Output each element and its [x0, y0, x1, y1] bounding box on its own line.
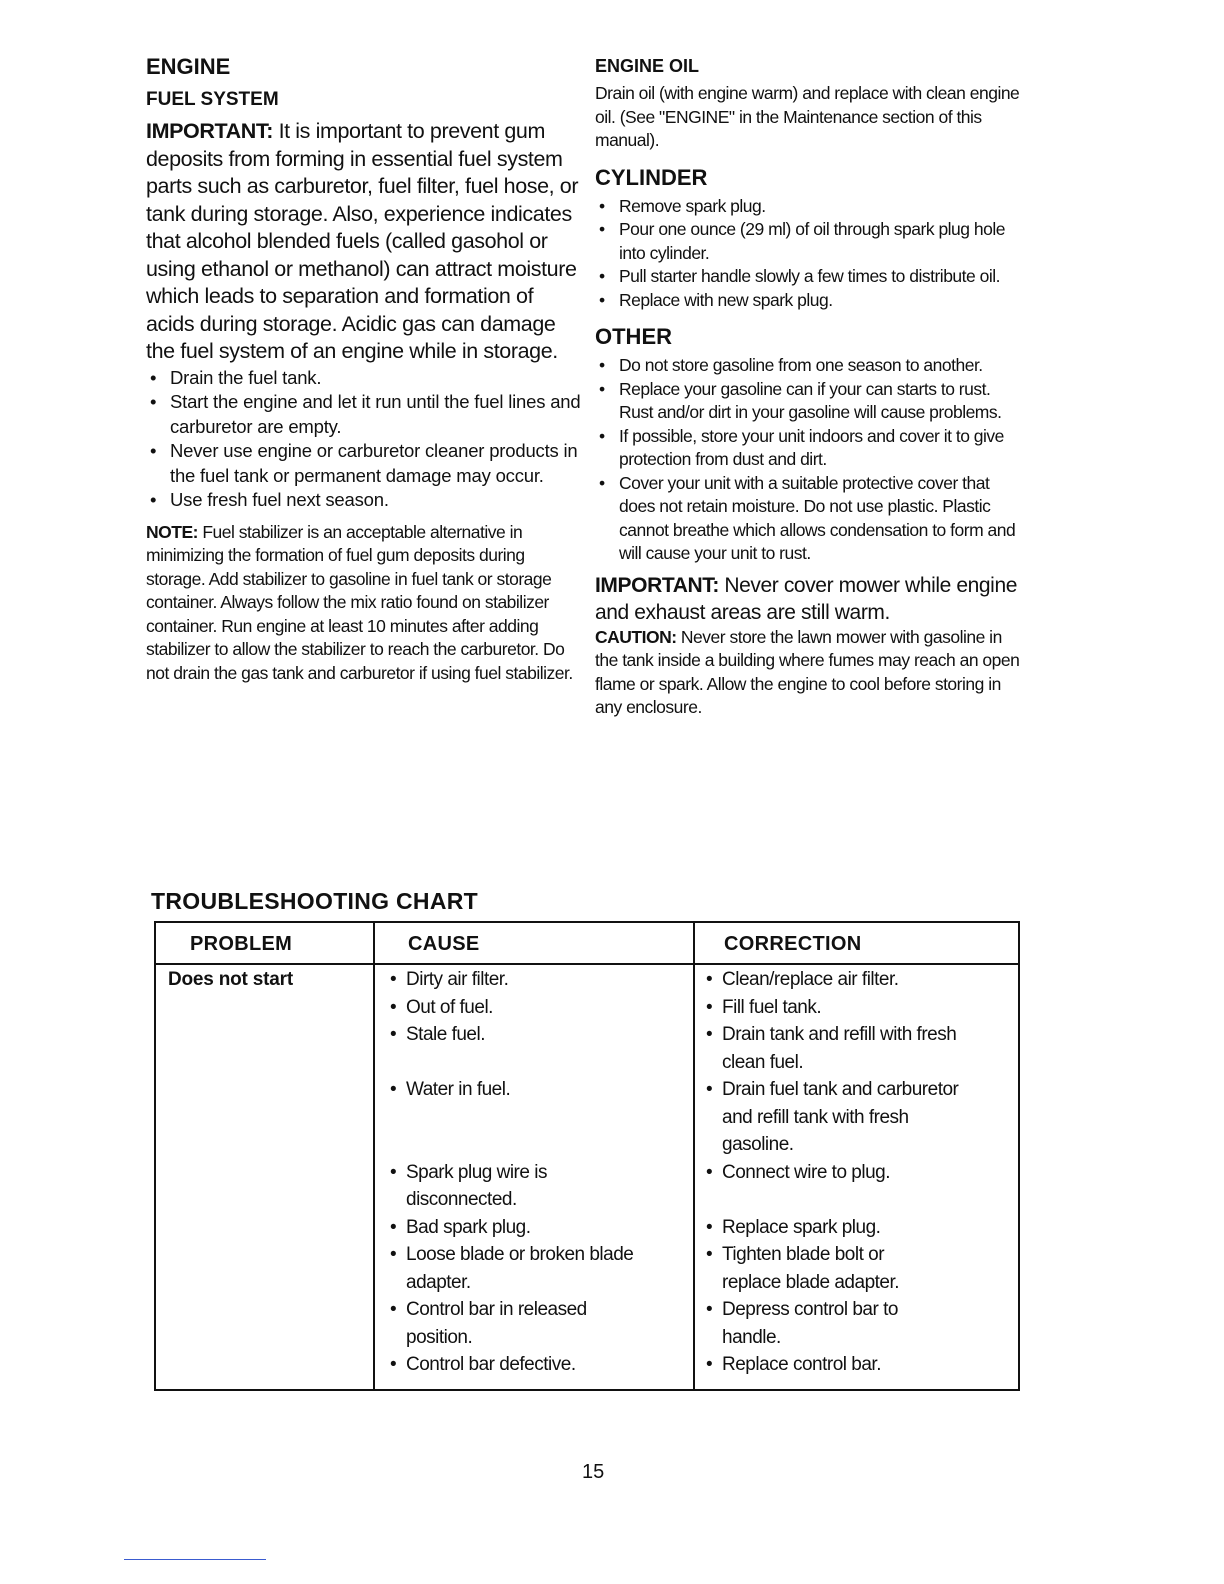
list-item: • Replace control bar.: [706, 1351, 1006, 1379]
list-item: • Do not store gasoline from one season to another.: [595, 354, 1025, 378]
important-text: It is important to prevent gum deposits from forming in essential fuel system parts such as carburetor, fuel filter, fuel hose, or tank during storage. Also, experience indicates that alcohol blended fuels (called gasohol or using ethanol or methanol) can attract moisture which leads to separation and formation of acids during storage. Acidic gas can damage the fuel system of an engine while in storage.: [146, 119, 579, 363]
list-item: • Drain tank and refill with fresh clean fuel.: [706, 1021, 957, 1076]
storage-important-paragraph: [595, 572, 1025, 626]
cylinder-heading: CYLINDER: [595, 164, 708, 190]
list-item: • Connect wire to plug.: [706, 1159, 1006, 1187]
list-item: • Water in fuel.: [390, 1076, 686, 1104]
other-bullet-list: [595, 354, 1025, 566]
header-problem: PROBLEM: [190, 933, 293, 955]
list-item: • Depress control bar to handle.: [706, 1296, 942, 1351]
list-item: • Bad spark plug.: [390, 1214, 686, 1242]
list-item: • Control bar defective.: [390, 1351, 686, 1379]
fuel-system-heading: FUEL SYSTEM: [146, 89, 279, 110]
list-item: • Remove spark plug.: [595, 195, 1025, 219]
note-text: Fuel stabilizer is an acceptable alternative in minimizing the formation of fuel gum deposits during storage. Add stabilizer to gasoline in fuel tank or storage container. Always follow the mix ratio found on stabilizer container. Run engine at least 10 minutes after adding stabilizer to allow the stabilizer to reach the carburetor. Do not drain the gas tank and carburetor if using fuel stabilizer.: [146, 521, 573, 683]
column-divider: [693, 923, 695, 1389]
list-item: • Use fresh fuel next season.: [146, 488, 582, 513]
header-cause: CAUSE: [408, 933, 480, 955]
important-label: IMPORTANT:: [146, 119, 273, 143]
fuel-bullet-list: [146, 366, 582, 513]
fuel-important-paragraph: [146, 118, 582, 366]
list-item: • Clean/replace air filter.: [706, 966, 1006, 994]
troubleshooting-table: [154, 921, 1020, 1391]
list-item: • Replace spark plug.: [706, 1214, 1006, 1242]
engine-heading: ENGINE: [146, 54, 231, 79]
problem-cell: Does not start: [168, 969, 293, 990]
right-column: [595, 54, 1025, 720]
caution-paragraph: [595, 626, 1025, 720]
list-item: • Spark plug wire is disconnected.: [390, 1159, 566, 1214]
troubleshooting-chart-title: TROUBLESHOOTING CHART: [151, 888, 479, 914]
list-item: • Control bar in released position.: [390, 1296, 626, 1351]
list-item: • Start the engine and let it run until the fuel lines and carburetor are empty.: [146, 390, 582, 439]
list-item: • Replace with new spark plug.: [595, 289, 1025, 313]
cause-cell: [390, 966, 686, 1379]
list-item: • If possible, store your unit indoors and cover it to give protection from dust and dirt.: [595, 425, 1025, 472]
list-item: • Pull starter handle slowly a few times to distribute oil.: [595, 265, 1025, 289]
important-label: IMPORTANT:: [595, 573, 719, 597]
list-item: • Replace your gasoline can if your can starts to rust. Rust and/or dirt in your gasoline will cause problems.: [595, 378, 1025, 425]
footer-rule: [124, 1559, 266, 1560]
list-item: • Stale fuel.: [390, 1021, 686, 1049]
column-divider: [373, 923, 375, 1389]
list-item: • Dirty air filter.: [390, 966, 686, 994]
important-text: Never cover mower while engine and exhaust areas are still warm.: [595, 573, 1018, 624]
list-item: • Cover your unit with a suitable protective cover that does not retain moisture. Do not use plastic. Plastic cannot breathe which allows condensation to form and will cause your unit to rust.: [595, 472, 1025, 566]
header-correction: CORRECTION: [724, 933, 862, 955]
other-heading: OTHER: [595, 324, 672, 349]
list-item: • Fill fuel tank.: [706, 994, 1006, 1022]
left-column: [146, 54, 582, 685]
list-item: • Drain the fuel tank.: [146, 366, 582, 391]
list-item: • Never use engine or carburetor cleaner products in the fuel tank or permanent damage may occur.: [146, 439, 582, 488]
list-item: • Drain fuel tank and carburetor and refill tank with fresh gasoline.: [706, 1076, 962, 1159]
list-item: • Tighten blade bolt or replace blade adapter.: [706, 1241, 942, 1296]
list-item: • Loose blade or broken blade adapter.: [390, 1241, 676, 1296]
caution-label: CAUTION:: [595, 626, 677, 647]
fuel-note: [146, 521, 582, 686]
note-label: NOTE:: [146, 521, 198, 542]
list-item: • Out of fuel.: [390, 994, 686, 1022]
caution-text: Never store the lawn mower with gasoline in the tank inside a building where fumes may reach an open flame or spark. Allow the engine to cool before storing in any enclosure.: [595, 626, 1020, 717]
list-item: • Pour one ounce (29 ml) of oil through spark plug hole into cylinder.: [595, 218, 1025, 265]
engine-oil-heading: ENGINE OIL: [595, 56, 700, 76]
page-number: 15: [582, 1461, 605, 1483]
correction-cell: [706, 966, 1006, 1379]
engine-oil-text: Drain oil (with engine warm) and replace with clean engine oil. (See "ENGINE" in the Maintenance section of this manual).: [595, 83, 1020, 150]
cylinder-bullet-list: [595, 195, 1025, 313]
